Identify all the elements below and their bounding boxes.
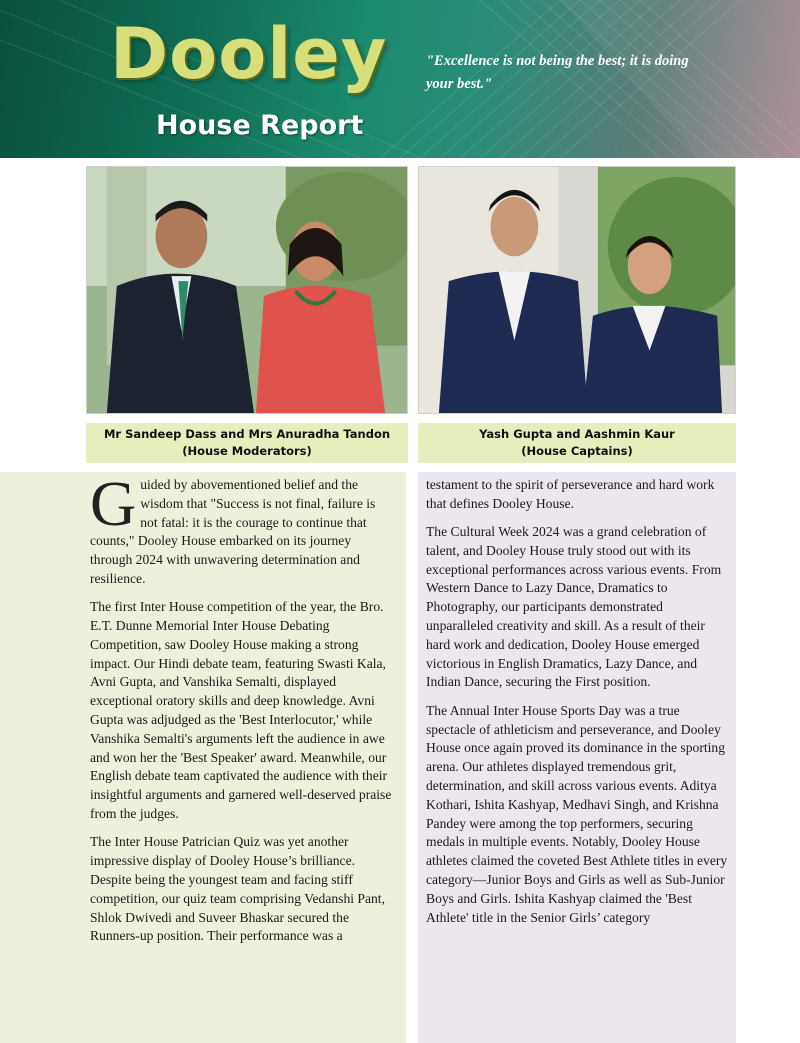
captains-caption — [418, 423, 736, 463]
moderators-caption — [86, 423, 408, 463]
captains-photo — [418, 166, 736, 414]
header-quote: "Excellence is not being the best; it is doing your best." — [426, 53, 689, 92]
article-right-column — [426, 476, 732, 937]
header-banner — [0, 0, 800, 158]
page-title: Dooley — [110, 13, 388, 95]
moderators-role: (House Moderators) — [182, 444, 312, 458]
article-paragraph-4: testament to the spirit of perseverance and hard work that defines Dooley House. — [426, 477, 715, 511]
moderators-names: Mr Sandeep Dass and Mrs Anuradha Tandon — [103, 427, 391, 441]
drop-cap: G — [90, 468, 137, 539]
page-subtitle: House Report — [156, 110, 364, 141]
moderators-photo — [86, 166, 408, 414]
article-paragraph-6: The Annual Inter House Sports Day was a true spectacle of athleticism and perseverance, and Dooley House once again proved its dominance in the sporting arena. Our athletes displayed tremendous grit, determination, and skill across various events. Aditya Kothari, Ishita Kashyap, Medhavi Singh, and Krishna Pandey were among the top performers, securing medals in multiple events. Notably, Dooley House athletes claimed the coveted Best Athlete titles in every category—Junior Boys and Girls as well as Sub-Junior Boys and Girls. Ishita Kashyap claimed the 'Best Athlete' title in the Senior Girls’ category — [426, 702, 728, 925]
article-paragraph-1 — [90, 468, 396, 589]
article-paragraph-3: The Inter House Patrician Quiz was yet another impressive display of Dooley House’s brilliance. Despite being the youngest team and facing stiff competition, our quiz team comprising Vedanshi Pant, Shlok Dwivedi and Suveer Bhaskar secured the Runners-up position. Their performance was a — [90, 834, 385, 944]
article-paragraph-2: The first Inter House competition of the year, the Bro. E.T. Dunne Memorial Inter House Debating Competition, saw Dooley House making a strong impact. Our Hindi debate team, featuring Swasti Kala, Avni Gupta, and Vanshika Semalti, displayed exceptional oratory skills and deep knowledge. Avni Gupta was adjudged as the 'Best Interlocutor,' while Vanshika Semalti's arguments left the audience in awe and won her the 'Best Speaker' award. Meanwhile, our English debate team captivated the audience with their insightful arguments and garnered well-deserved praise from the judges. — [90, 599, 392, 822]
captains-names: Yash Gupta and Aashmin Kaur — [479, 427, 675, 441]
paragraph-1-text: uided by abovementioned belief and the wisdom that "Success is not final, failure is not fatal: it is the courage to continue that counts," Dooley House embarked on its journey through 2024 with unwavering determination and resilience. — [90, 477, 376, 586]
captains-role: (House Captains) — [521, 444, 633, 458]
article-left-column — [90, 468, 396, 956]
article-paragraph-5: The Cultural Week 2024 was a grand celebration of talent, and Dooley House truly stood out with its exceptional performances across various events. From Western Dance to Lazy Dance, Dramatics to Photography, our participants demonstrated unparalleled creativity and skill. As a result of their hard work and dedication, Dooley House emerged victorious in English Dramatics, Lazy Dance, and Indian Dance, securing the First position. — [426, 524, 722, 690]
